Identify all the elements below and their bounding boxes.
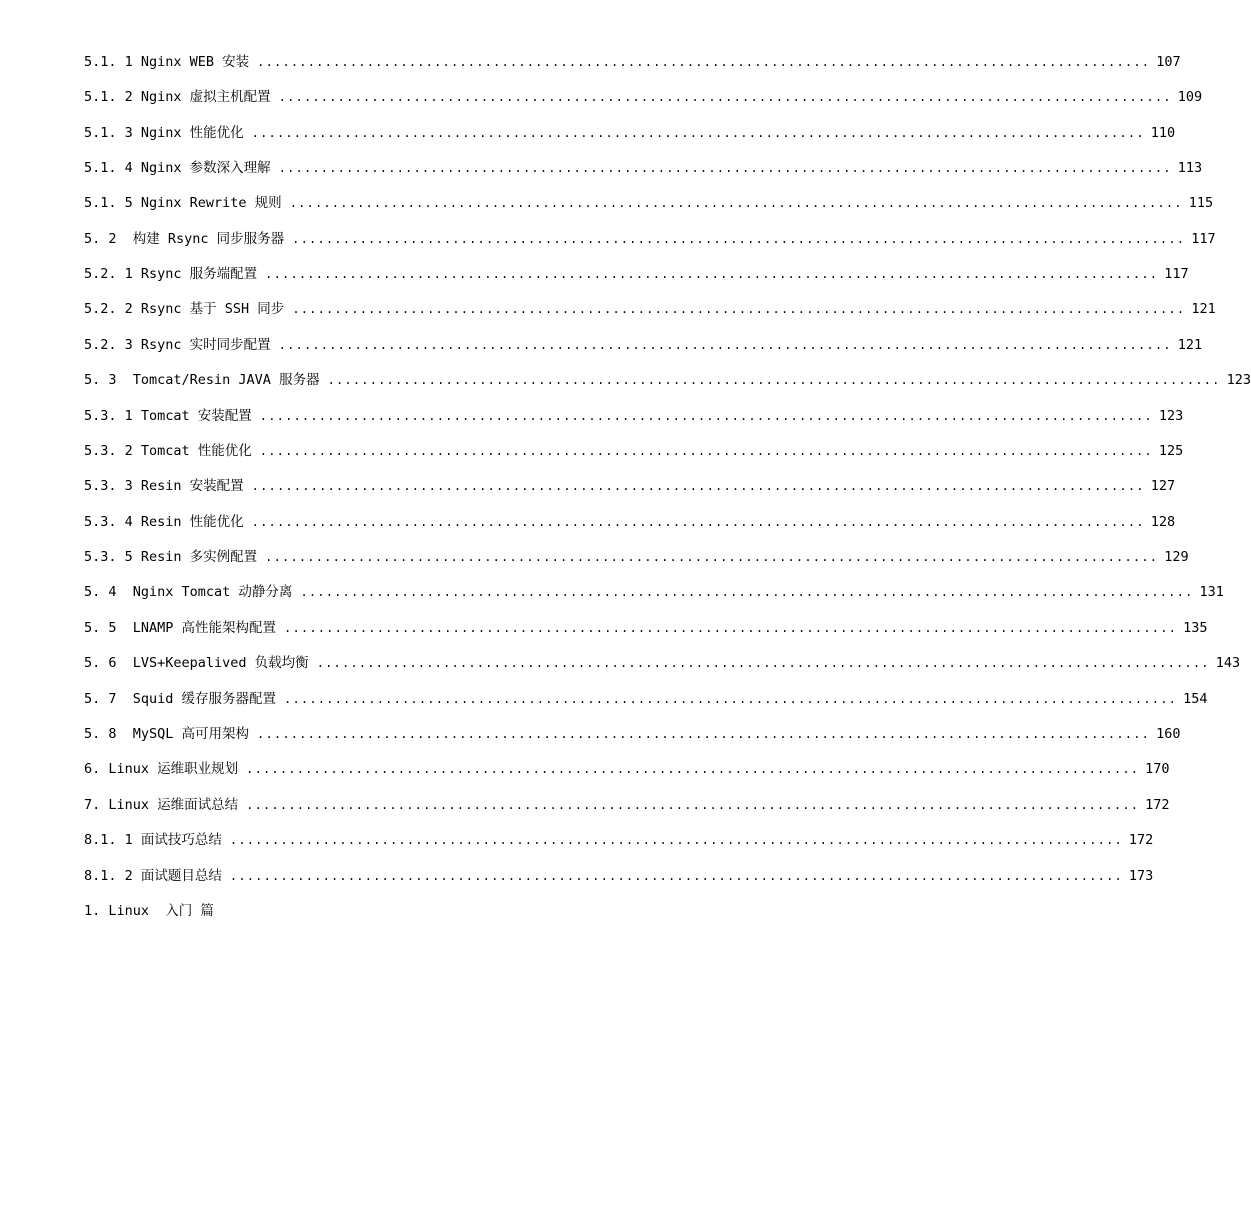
toc-entry[interactable] <box>84 193 1214 213</box>
toc-entry-page: 109 <box>1177 89 1203 105</box>
toc-entry[interactable] <box>84 512 1176 532</box>
toc-entry-page: 121 <box>1191 301 1216 317</box>
toc-entry[interactable] <box>84 406 1184 426</box>
toc-entry-title: 6. Linux 运维职业规划 <box>84 761 239 777</box>
toc-entry-page: 128 <box>1150 514 1176 530</box>
toc-entry-page: 143 <box>1215 655 1241 671</box>
toc-leader-dots: .......................................................................................................... <box>246 762 1140 776</box>
toc-leader-dots: .......................................................................................................... <box>257 55 1151 69</box>
toc-entry[interactable] <box>84 866 1154 886</box>
toc-entry-title: 7. Linux 运维面试总结 <box>84 797 239 813</box>
toc-entry-page: 107 <box>1156 54 1181 70</box>
toc-entry-page: 154 <box>1183 691 1208 707</box>
toc-entry[interactable] <box>84 229 1216 249</box>
toc-entry[interactable] <box>84 299 1216 319</box>
toc-entry[interactable] <box>84 158 1203 178</box>
toc-leader-dots: .......................................................................................................... <box>259 409 1153 423</box>
toc-leader-dots: .......................................................................................................... <box>300 585 1194 599</box>
section-heading: 1. Linux 入门 篇 <box>84 903 214 919</box>
toc-entry-page: 113 <box>1177 160 1203 176</box>
toc-entry-page: 125 <box>1158 443 1184 459</box>
toc-entry-title: 5.3. 5 Resin 多实例配置 <box>84 549 258 565</box>
toc-leader-dots: .......................................................................................................... <box>278 161 1172 175</box>
toc-entry-title: 5. 4 Nginx Tomcat 动静分离 <box>84 584 293 600</box>
toc-entry-title: 5. 7 Squid 缓存服务器配置 <box>84 691 277 707</box>
toc-entry-page: 170 <box>1145 761 1170 777</box>
toc-entry[interactable] <box>84 335 1203 355</box>
toc-entry-title: 5.1. 2 Nginx 虚拟主机配置 <box>84 89 271 105</box>
toc-leader-dots: .......................................................................................................... <box>284 692 1178 706</box>
toc-entry[interactable] <box>84 689 1208 709</box>
toc-entry-title: 8.1. 1 面试技巧总结 <box>84 832 222 848</box>
toc-leader-dots: .......................................................................................................... <box>327 373 1221 387</box>
toc-entry-title: 5.3. 4 Resin 性能优化 <box>84 514 244 530</box>
toc-entry[interactable] <box>84 724 1181 744</box>
toc-entry[interactable] <box>84 123 1176 143</box>
toc-entry[interactable] <box>84 759 1170 779</box>
toc-entry[interactable] <box>84 370 1251 390</box>
toc-entry-title: 5.2. 2 Rsync 基于 SSH 同步 <box>84 301 285 317</box>
toc-entry-page: 110 <box>1150 125 1176 141</box>
toc-entry-title: 5. 5 LNAMP 高性能架构配置 <box>84 620 277 636</box>
toc-entry[interactable] <box>84 795 1170 815</box>
toc-entry-title: 5. 8 MySQL 高可用架构 <box>84 726 250 742</box>
toc-entry[interactable] <box>84 476 1176 496</box>
toc-leader-dots: .......................................................................................................... <box>316 656 1210 670</box>
toc-entry-page: 131 <box>1199 584 1224 600</box>
toc-entry-page: 115 <box>1188 195 1214 211</box>
toc-leader-dots: .......................................................................................................... <box>229 833 1123 847</box>
toc-leader-dots: .......................................................................................................... <box>257 727 1151 741</box>
toc-entry[interactable] <box>84 830 1154 850</box>
toc-entry-title: 5. 2 构建 Rsync 同步服务器 <box>84 231 285 247</box>
toc-entry-title: 5.3. 2 Tomcat 性能优化 <box>84 443 252 459</box>
toc-entry-page: 173 <box>1128 868 1154 884</box>
toc-leader-dots: .......................................................................................................... <box>278 90 1172 104</box>
toc-entry-title: 5. 3 Tomcat/Resin JAVA 服务器 <box>84 372 320 388</box>
toc-entry-page: 121 <box>1177 337 1203 353</box>
toc-entry[interactable] <box>84 582 1224 602</box>
toc-leader-dots: .......................................................................................................... <box>229 869 1123 883</box>
toc-entry[interactable] <box>84 653 1241 673</box>
toc-leader-dots: .......................................................................................................... <box>246 798 1140 812</box>
toc-entry[interactable] <box>84 87 1203 107</box>
toc-entry-title: 8.1. 2 面试题目总结 <box>84 868 222 884</box>
toc-entry-page: 172 <box>1145 797 1170 813</box>
toc-leader-dots: .......................................................................................................... <box>265 267 1159 281</box>
toc-leader-dots: .......................................................................................................... <box>251 126 1145 140</box>
toc-entry-page: 160 <box>1156 726 1181 742</box>
toc-entry-title: 5.1. 1 Nginx WEB 安装 <box>84 54 250 70</box>
toc-leader-dots: .......................................................................................................... <box>265 550 1159 564</box>
toc-entry-page: 135 <box>1183 620 1208 636</box>
toc-entry-page: 172 <box>1128 832 1154 848</box>
toc-entry-page: 117 <box>1191 231 1216 247</box>
toc-leader-dots: .......................................................................................................... <box>259 444 1153 458</box>
toc-entry[interactable] <box>84 52 1181 72</box>
toc-leader-dots: .......................................................................................................... <box>278 338 1172 352</box>
toc-leader-dots: .......................................................................................................... <box>251 479 1145 493</box>
toc-entry-title: 5.2. 3 Rsync 实时同步配置 <box>84 337 271 353</box>
toc-leader-dots: .......................................................................................................... <box>292 232 1186 246</box>
toc-entry-title: 5.1. 3 Nginx 性能优化 <box>84 125 244 141</box>
toc-entry-title: 5.1. 5 Nginx Rewrite 规则 <box>84 195 282 211</box>
toc-entry[interactable] <box>84 264 1189 284</box>
toc-entry-page: 123 <box>1158 408 1184 424</box>
toc-entry-title: 5. 6 LVS+Keepalived 负载均衡 <box>84 655 309 671</box>
toc-leader-dots: .......................................................................................................... <box>289 196 1183 210</box>
toc-entry-page: 127 <box>1150 478 1176 494</box>
toc-leader-dots: .......................................................................................................... <box>284 621 1178 635</box>
toc-entry[interactable] <box>84 618 1208 638</box>
toc-entry[interactable] <box>84 547 1189 567</box>
toc-entry-page: 123 <box>1226 372 1251 388</box>
toc-entry[interactable] <box>84 441 1184 461</box>
toc-entry-title: 5.3. 3 Resin 安装配置 <box>84 478 244 494</box>
toc-leader-dots: .......................................................................................................... <box>292 302 1186 316</box>
toc-entry-page: 129 <box>1164 549 1189 565</box>
toc-leader-dots: .......................................................................................................... <box>251 515 1145 529</box>
toc-entry-title: 5.3. 1 Tomcat 安装配置 <box>84 408 252 424</box>
toc-entry-page: 117 <box>1164 266 1189 282</box>
toc-entry-title: 5.1. 4 Nginx 参数深入理解 <box>84 160 271 176</box>
toc-entry-title: 5.2. 1 Rsync 服务端配置 <box>84 266 258 282</box>
